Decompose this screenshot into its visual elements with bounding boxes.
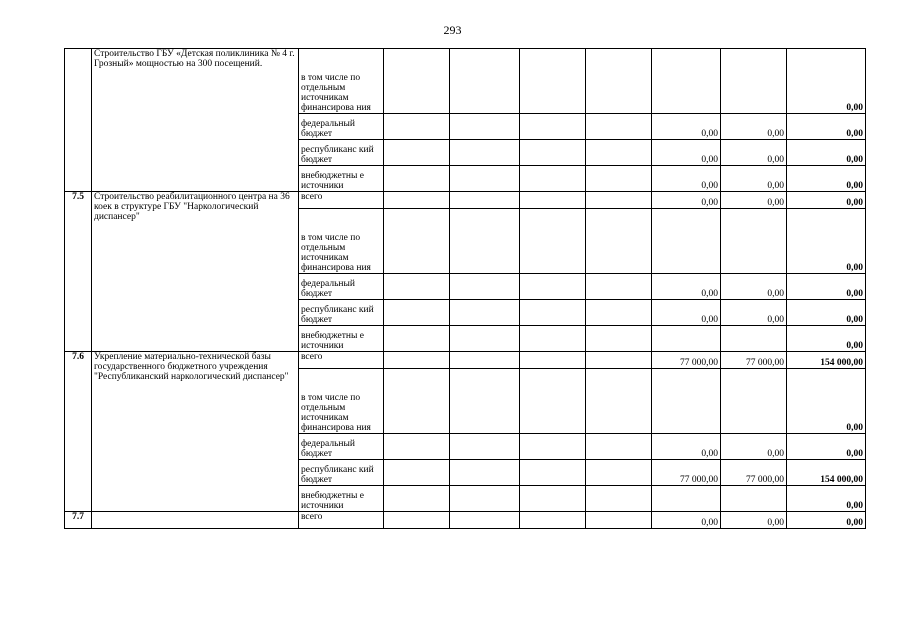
value-cell: 77 000,00 xyxy=(652,352,721,369)
empty-cell xyxy=(450,114,520,140)
empty-cell xyxy=(586,512,652,529)
page-number: 293 xyxy=(443,23,462,37)
empty-cell xyxy=(384,300,450,326)
value-cell: 0,00 xyxy=(652,140,721,166)
value-cell: 77 000,00 xyxy=(652,460,721,486)
empty-cell xyxy=(384,512,450,529)
empty-cell xyxy=(384,460,450,486)
empty-cell xyxy=(450,49,520,114)
value-cell: 77 000,00 xyxy=(721,460,787,486)
empty-cell xyxy=(450,166,520,192)
total-cell: 0,00 xyxy=(787,434,866,460)
funding-source-label: внебюджетны е источники xyxy=(299,166,384,192)
empty-cell xyxy=(450,369,520,434)
empty-cell xyxy=(384,192,450,209)
empty-cell xyxy=(586,434,652,460)
empty-cell xyxy=(384,352,450,369)
empty-cell xyxy=(520,512,586,529)
empty-cell xyxy=(450,140,520,166)
empty-cell xyxy=(586,114,652,140)
total-cell: 0,00 xyxy=(787,49,866,114)
empty-cell xyxy=(520,300,586,326)
value-cell: 0,00 xyxy=(721,512,787,529)
value-cell: 0,00 xyxy=(721,166,787,192)
empty-cell xyxy=(520,114,586,140)
empty-cell xyxy=(520,192,586,209)
empty-cell xyxy=(520,209,586,274)
total-cell: 154 000,00 xyxy=(787,352,866,369)
total-cell: 0,00 xyxy=(787,486,866,512)
total-cell: 0,00 xyxy=(787,512,866,529)
empty-cell xyxy=(586,326,652,352)
empty-cell xyxy=(520,352,586,369)
value-cell: 0,00 xyxy=(721,274,787,300)
empty-cell xyxy=(450,460,520,486)
funding-source-label: республиканс кий бюджет xyxy=(299,140,384,166)
empty-cell xyxy=(520,140,586,166)
value-cell xyxy=(652,49,721,114)
total-cell: 0,00 xyxy=(787,369,866,434)
empty-cell xyxy=(586,300,652,326)
empty-cell xyxy=(384,369,450,434)
empty-cell xyxy=(586,192,652,209)
funding-source-label: всего xyxy=(299,192,384,209)
empty-cell xyxy=(520,274,586,300)
empty-cell xyxy=(384,274,450,300)
empty-cell xyxy=(586,369,652,434)
budget-table xyxy=(64,48,866,529)
total-cell: 0,00 xyxy=(787,114,866,140)
value-cell: 77 000,00 xyxy=(721,352,787,369)
funding-source-label: федеральный бюджет xyxy=(299,274,384,300)
value-cell xyxy=(721,369,787,434)
value-cell: 0,00 xyxy=(721,114,787,140)
value-cell xyxy=(652,326,721,352)
empty-cell xyxy=(384,326,450,352)
total-cell: 0,00 xyxy=(787,166,866,192)
empty-cell xyxy=(586,460,652,486)
value-cell: 0,00 xyxy=(652,274,721,300)
value-cell: 0,00 xyxy=(652,512,721,529)
total-cell: 0,00 xyxy=(787,209,866,274)
total-cell: 0,00 xyxy=(787,326,866,352)
row-number: 7.7 xyxy=(65,512,92,529)
empty-cell xyxy=(384,486,450,512)
empty-cell xyxy=(384,434,450,460)
empty-cell xyxy=(384,114,450,140)
empty-cell xyxy=(520,434,586,460)
measure-title xyxy=(92,512,299,529)
row-number: 7.6 xyxy=(65,352,92,512)
value-cell: 0,00 xyxy=(721,434,787,460)
table-body xyxy=(65,49,866,529)
value-cell: 0,00 xyxy=(721,140,787,166)
funding-source-label: внебюджетны е источники xyxy=(299,326,384,352)
value-cell: 0,00 xyxy=(652,192,721,209)
total-cell: 0,00 xyxy=(787,274,866,300)
value-cell xyxy=(652,209,721,274)
value-cell xyxy=(721,209,787,274)
funding-source-label: всего xyxy=(299,352,384,369)
value-cell xyxy=(721,326,787,352)
empty-cell xyxy=(520,166,586,192)
empty-cell xyxy=(586,49,652,114)
empty-cell xyxy=(450,512,520,529)
row-number xyxy=(65,49,92,192)
empty-cell xyxy=(586,352,652,369)
empty-cell xyxy=(450,326,520,352)
value-cell: 0,00 xyxy=(721,192,787,209)
empty-cell xyxy=(450,300,520,326)
value-cell xyxy=(652,369,721,434)
table-row xyxy=(65,352,866,369)
empty-cell xyxy=(450,192,520,209)
funding-source-label: в том числе по отдельным источникам финансирова ния xyxy=(299,49,384,114)
funding-source-label: республиканс кий бюджет xyxy=(299,460,384,486)
empty-cell xyxy=(586,274,652,300)
table-row xyxy=(65,49,866,114)
value-cell: 0,00 xyxy=(652,114,721,140)
empty-cell xyxy=(450,274,520,300)
value-cell xyxy=(721,486,787,512)
total-cell: 0,00 xyxy=(787,192,866,209)
measure-title: Строительство ГБУ «Детская поликлиника № 4 г. Грозный» мощностью на 300 посещений. xyxy=(92,49,299,192)
value-cell: 0,00 xyxy=(652,300,721,326)
empty-cell xyxy=(586,140,652,166)
funding-source-label: внебюджетны е источники xyxy=(299,486,384,512)
empty-cell xyxy=(520,460,586,486)
row-number: 7.5 xyxy=(65,192,92,352)
funding-source-label: в том числе по отдельным источникам финансирова ния xyxy=(299,209,384,274)
empty-cell xyxy=(520,49,586,114)
empty-cell xyxy=(450,209,520,274)
empty-cell xyxy=(520,326,586,352)
measure-title: Укрепление материально-технической базы государственного бюджетного учреждения "Республиканский наркологический диспансер" xyxy=(92,352,299,512)
empty-cell xyxy=(384,209,450,274)
funding-source-label: федеральный бюджет xyxy=(299,434,384,460)
empty-cell xyxy=(450,434,520,460)
funding-source-label: всего xyxy=(299,512,384,529)
empty-cell xyxy=(384,166,450,192)
total-cell: 0,00 xyxy=(787,300,866,326)
funding-source-label: федеральный бюджет xyxy=(299,114,384,140)
value-cell: 0,00 xyxy=(652,434,721,460)
value-cell xyxy=(721,49,787,114)
empty-cell xyxy=(586,486,652,512)
empty-cell xyxy=(450,486,520,512)
funding-source-label: в том числе по отдельным источникам финансирова ния xyxy=(299,369,384,434)
empty-cell xyxy=(586,166,652,192)
value-cell xyxy=(652,486,721,512)
total-cell: 0,00 xyxy=(787,140,866,166)
value-cell: 0,00 xyxy=(652,166,721,192)
empty-cell xyxy=(384,140,450,166)
measure-title: Строительство реабилитационного центра на 36 коек в структуре ГБУ "Наркологический диспансер" xyxy=(92,192,299,352)
table-row xyxy=(65,192,866,209)
total-cell: 154 000,00 xyxy=(787,460,866,486)
empty-cell xyxy=(520,369,586,434)
funding-source-label: республиканс кий бюджет xyxy=(299,300,384,326)
empty-cell xyxy=(520,486,586,512)
empty-cell xyxy=(384,49,450,114)
empty-cell xyxy=(586,209,652,274)
table-row xyxy=(65,512,866,529)
empty-cell xyxy=(450,352,520,369)
value-cell: 0,00 xyxy=(721,300,787,326)
